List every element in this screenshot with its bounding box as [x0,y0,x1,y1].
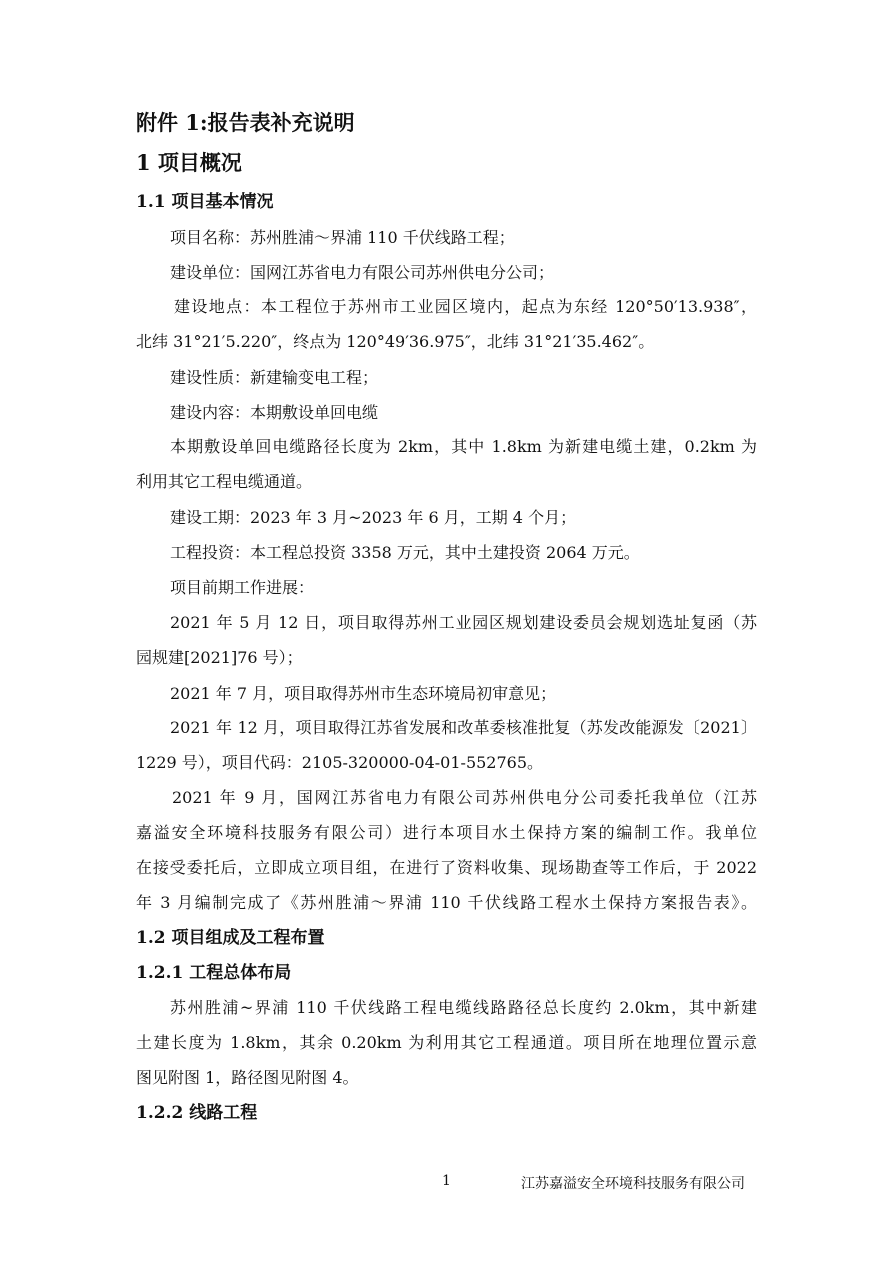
builder-line: 建设单位：国网江苏省电力有限公司苏州供电分公司； [170,263,555,282]
section-heading-1-1: 1.1 项目基本情况 [136,192,274,212]
progress-2021-07-line: 2021 年 7 月，项目取得苏州市生态环境局初审意见； [170,684,557,703]
footer-organization: 江苏嘉溢安全环境科技服务有限公司 [521,1176,745,1192]
progress-2021-09-line-1: 2021 年 9 月，国网江苏省电力有限公司苏州供电分公司委托我单位（江苏 [172,788,757,807]
location-line-1: 建设地点：本工程位于苏州市工业园区境内，起点为东经 120°50′13.938″， [174,297,757,316]
progress-2021-12-line-1: 2021 年 12 月，项目取得江苏省发展和改革委核准批复（苏发改能源发〔2021〕 [170,718,757,737]
content-line: 建设内容：本期敷设单回电缆 [170,403,379,422]
progress-2021-12-line-2: 1229 号），项目代码：2105-320000-04-01-552765。 [136,753,544,772]
layout-line-1: 苏州胜浦~界浦 110 千伏线路工程电缆线路路径总长度约 2.0km，其中新建 [170,998,757,1017]
layout-line-2: 土建长度为 1.8km，其余 0.20km 为利用其它工程通道。项目所在地理位置示意 [136,1033,757,1052]
layout-line-3: 图见附图 1，路径图见附图 4。 [136,1068,359,1087]
route-line-2: 利用其它工程电缆通道。 [136,472,313,491]
progress-2021-09-line-4: 年 3 月编制完成了《苏州胜浦～界浦 110 千伏线路工程水土保持方案报告表》。 [136,893,757,912]
section-heading-1-2: 1.2 项目组成及工程布置 [136,928,325,948]
route-line-1: 本期敷设单回电缆路径长度为 2km，其中 1.8km 为新建电缆土建，0.2km 为 [170,437,757,456]
progress-heading-line: 项目前期工作进展： [170,578,315,597]
section-heading-1: 1 项目概况 [136,150,242,175]
section-heading-1-2-1: 1.2.1 工程总体布局 [136,963,292,983]
progress-2021-09-line-2: 嘉溢安全环境科技服务有限公司）进行本项目水土保持方案的编制工作。我单位 [136,823,757,842]
section-heading-1-2-2: 1.2.2 线路工程 [136,1103,258,1123]
progress-2021-05-line-2: 园规建[2021]76 号）； [136,648,303,667]
project-name-line: 项目名称：苏州胜浦～界浦 110 千伏线路工程； [170,228,515,247]
page-number: 1 [442,1173,451,1189]
nature-line: 建设性质：新建输变电工程； [170,368,379,387]
location-line-2: 北纬 31°21′5.220″，终点为 120°49′36.975″，北纬 31°21′35.462″。 [136,332,655,351]
progress-2021-05-line-1: 2021 年 5 月 12 日，项目取得苏州工业园区规划建设委员会规划选址复函（苏 [170,613,757,632]
period-line: 建设工期：2023 年 3 月~2023 年 6 月，工期 4 个月； [170,508,577,527]
investment-line: 工程投资：本工程总投资 3358 万元，其中土建投资 2064 万元。 [170,543,640,562]
document-title: 附件 1:报告表补充说明 [136,110,355,135]
progress-2021-09-line-3: 在接受委托后，立即成立项目组，在进行了资料收集、现场勘查等工作后，于 2022 [136,858,757,877]
